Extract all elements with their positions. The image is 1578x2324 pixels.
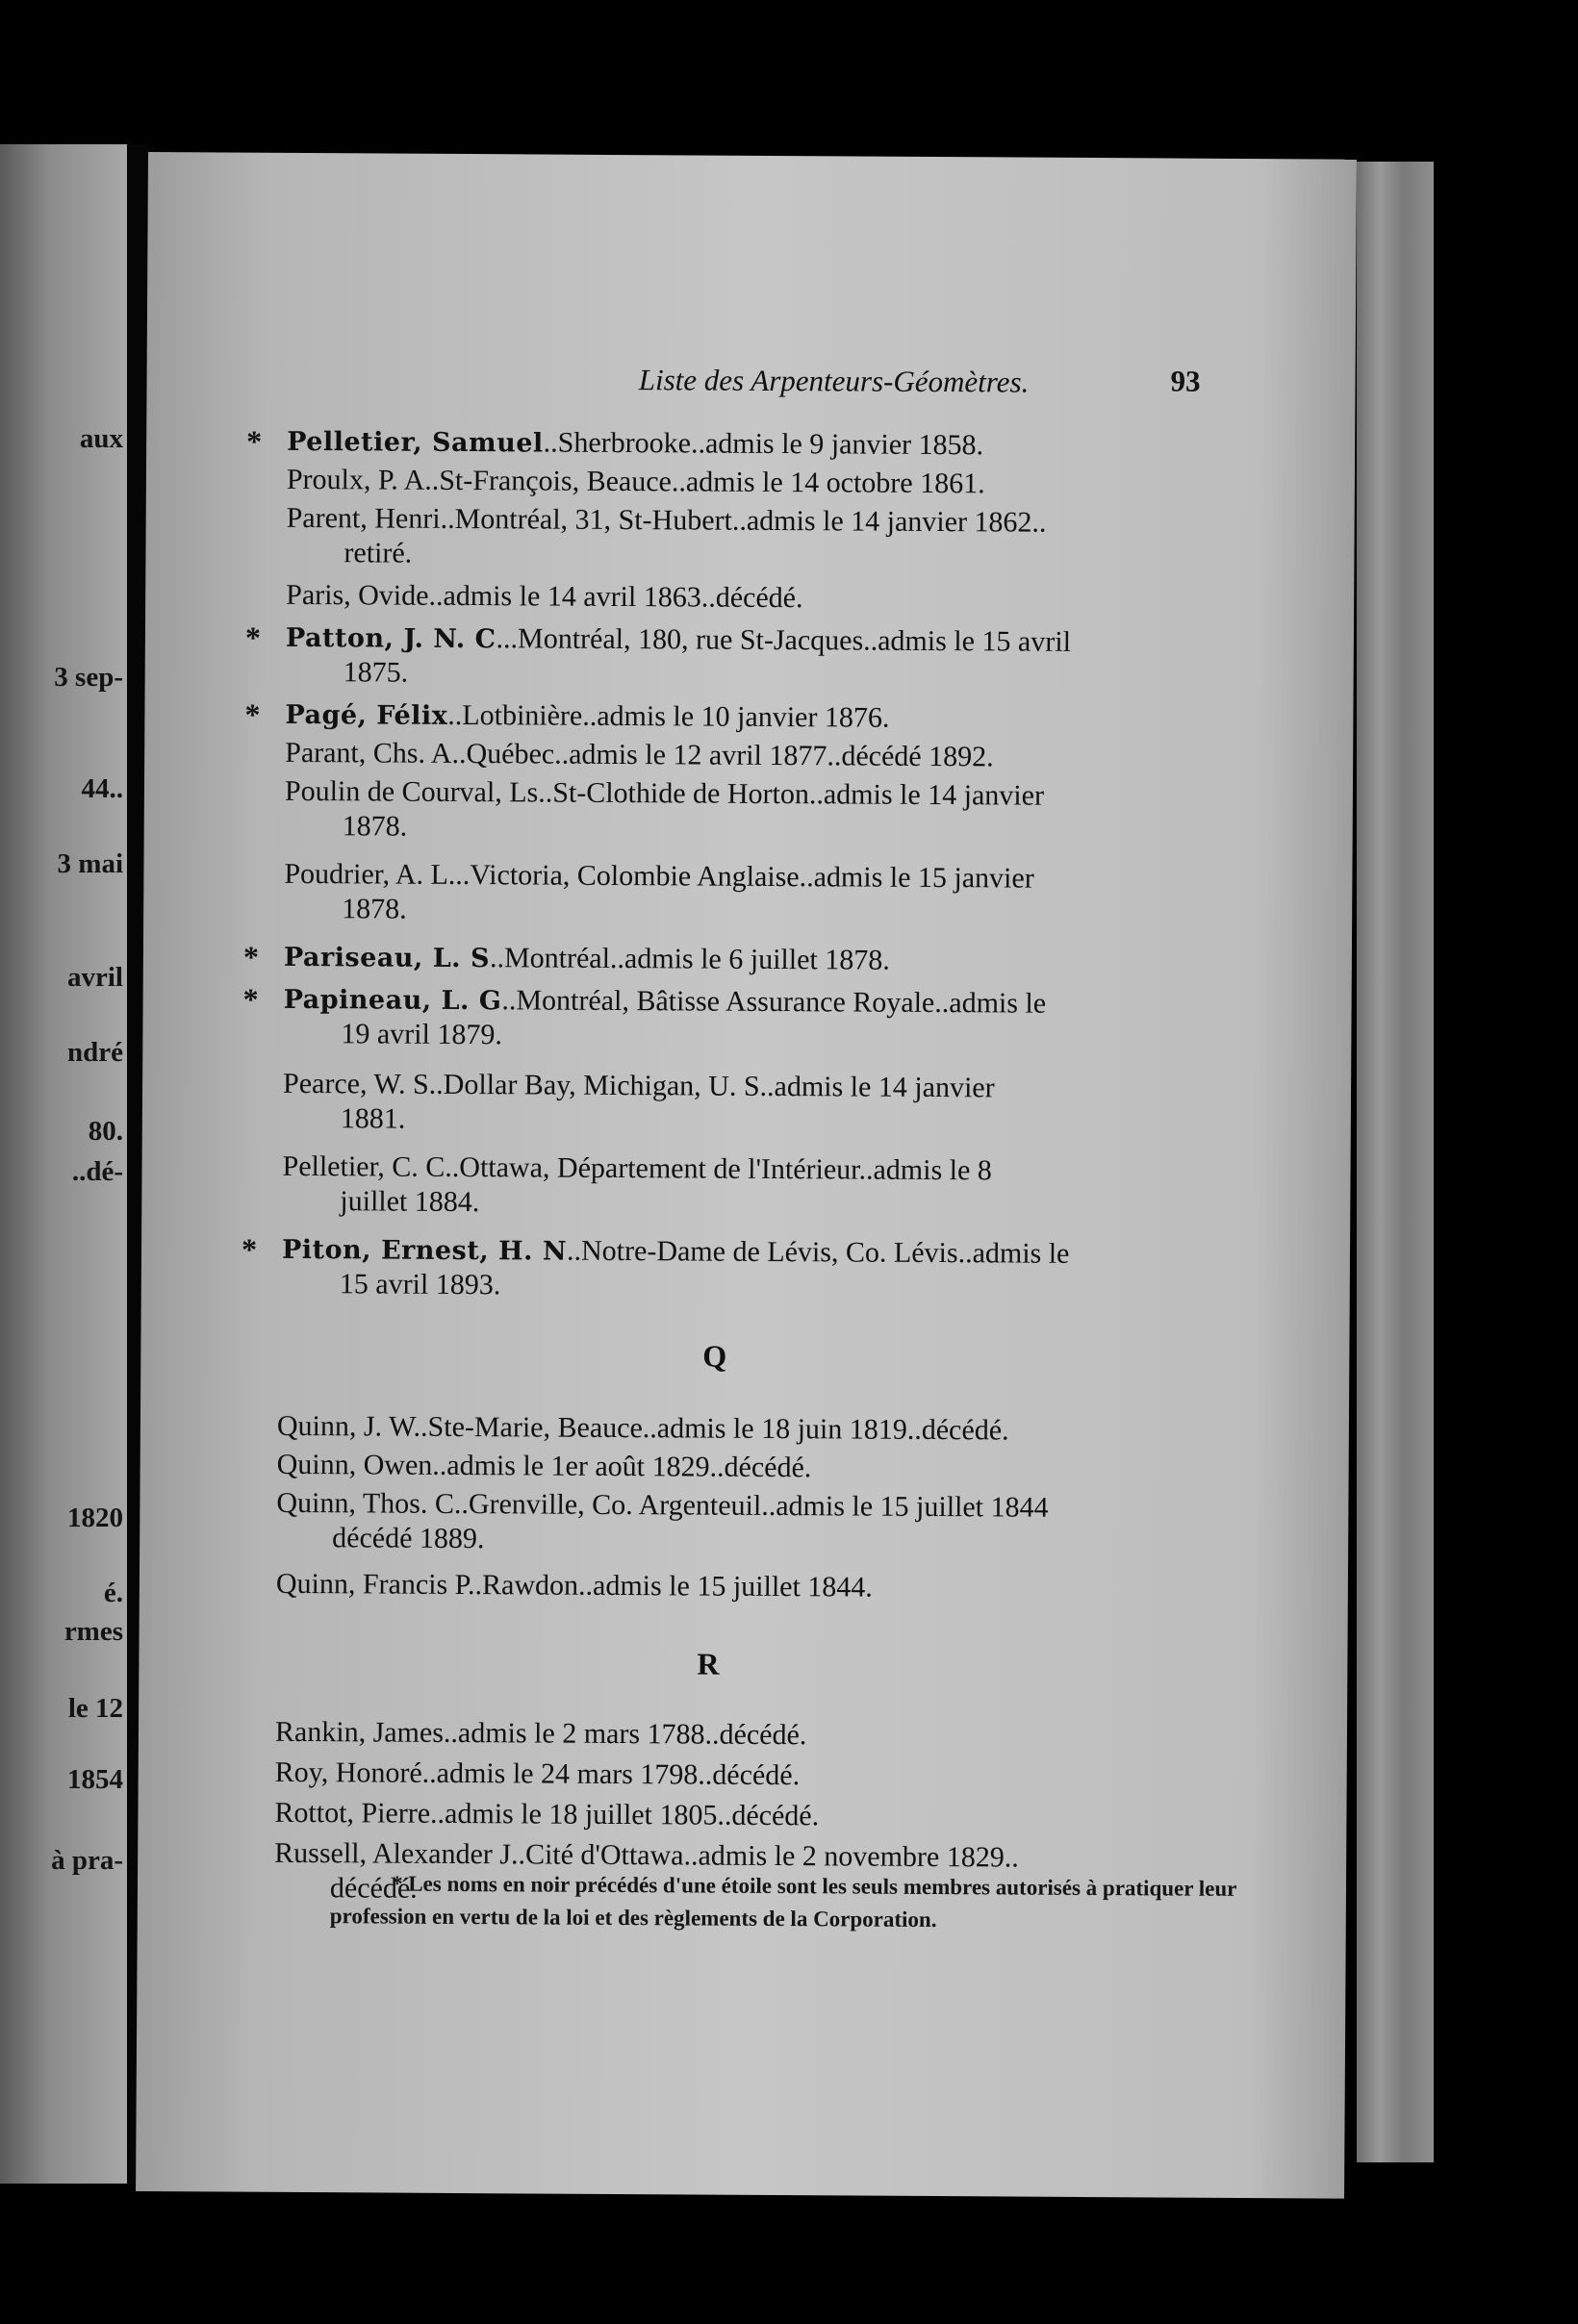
left-facing-page bbox=[0, 144, 127, 2184]
left-fragment: à pra- bbox=[51, 1845, 123, 1876]
left-fragment: 3 sep- bbox=[54, 662, 123, 693]
list-item bbox=[196, 1714, 1284, 1752]
page-number: 93 bbox=[1170, 364, 1201, 398]
list-item bbox=[198, 1447, 1285, 1484]
entry-continuation: retiré. bbox=[344, 537, 413, 569]
star-marker: * bbox=[242, 981, 259, 1017]
entry-name: Pelletier, Samuel bbox=[287, 426, 544, 459]
entry-text: Poulin de Courval, Ls..St-Clothide de Horton..admis le 14 janvier bbox=[284, 774, 1045, 812]
entry-name: Papineau, L. G bbox=[283, 984, 502, 1017]
entry-text: Roy, Honoré..admis le 24 mars 1798..décédé. bbox=[274, 1756, 801, 1792]
list-item bbox=[197, 1566, 1285, 1604]
main-page bbox=[136, 152, 1357, 2199]
star-marker: * bbox=[244, 619, 262, 655]
entry-continuation: juillet 1884. bbox=[340, 1185, 480, 1219]
left-fragment: avril bbox=[67, 962, 123, 993]
list-item bbox=[204, 423, 1291, 462]
entry-text: Pearce, W. S..Dollar Bay, Michigan, U. S..admis le 14 janvier bbox=[282, 1067, 995, 1104]
list-item bbox=[196, 1795, 1284, 1832]
left-fragment: 44.. bbox=[81, 773, 123, 804]
list-item bbox=[204, 462, 1291, 500]
entry-text: ..Sherbrooke..admis le 9 janvier 1858. bbox=[543, 426, 984, 462]
entry-continuation: 1875. bbox=[343, 656, 409, 689]
entry-text: ...Montréal, 180, rue St-Jacques..admis le 15 avril bbox=[496, 622, 1072, 658]
left-fragment: 1820 bbox=[67, 1503, 123, 1533]
entry-text: ..Lotbinière..admis le 10 janvier 1876. bbox=[447, 698, 890, 734]
page-edge-stack bbox=[1357, 162, 1434, 2162]
list-item bbox=[203, 577, 1290, 615]
entry-text: Paris, Ovide..admis le 14 avril 1863..décédé. bbox=[286, 578, 803, 615]
left-fragment: 3 mai bbox=[57, 848, 123, 879]
entry-name: Piton, Ernest, H. N bbox=[281, 1234, 568, 1267]
entry-continuation: 1878. bbox=[342, 893, 407, 925]
list-item bbox=[200, 1066, 1287, 1135]
list-item bbox=[202, 773, 1289, 843]
footnote: * Les noms en noir précédés d'une étoile sont les seuls membres autorisés à pratiquer leur profession en vertu de la loi et des règlements de la Corporation. bbox=[329, 1871, 1237, 1932]
list-item bbox=[203, 619, 1290, 689]
star-marker: * bbox=[246, 423, 263, 459]
entry-continuation: 1878. bbox=[342, 810, 408, 843]
entry-text: Quinn, Francis P..Rawdon..admis le 15 juillet 1844. bbox=[275, 1567, 873, 1604]
list-item bbox=[198, 1408, 1285, 1447]
entry-name: Pagé, Félix bbox=[285, 699, 448, 731]
entry-text: ..Notre-Dame de Lévis, Co. Lévis..admis le bbox=[566, 1234, 1070, 1270]
entry-continuation: décédé 1889. bbox=[332, 1522, 485, 1555]
entry-text: ..Montréal, Bâtisse Assurance Royale..admis le bbox=[501, 984, 1047, 1020]
star-marker: * bbox=[242, 939, 260, 974]
entry-text: Parant, Chs. A..Québec..admis le 12 avril 1877..décédé 1892. bbox=[285, 736, 994, 773]
list-item bbox=[196, 1755, 1284, 1792]
entry-text: Quinn, J. W..Ste-Marie, Beauce..admis le 18 juin 1819..décédé. bbox=[276, 1409, 1009, 1447]
list-item bbox=[202, 856, 1289, 925]
entry-continuation: 1881. bbox=[340, 1102, 406, 1135]
entry-text: Poudrier, A. L...Victoria, Colombie Anglaise..admis le 15 janvier bbox=[284, 857, 1034, 895]
left-fragment: ..dé- bbox=[71, 1156, 123, 1187]
entry-text: Quinn, Owen..admis le 1er août 1829..décédé. bbox=[276, 1448, 812, 1484]
left-fragment: aux bbox=[79, 423, 123, 454]
list-item bbox=[201, 981, 1288, 1051]
entry-continuation: 19 avril 1879. bbox=[341, 1018, 502, 1051]
entry-text: Parent, Henri..Montréal, 31, St-Hubert..admis le 14 janvier 1862.. bbox=[286, 501, 1047, 539]
entry-text: Rottot, Pierre..admis le 18 juillet 1805..décédé. bbox=[274, 1796, 820, 1832]
list-item bbox=[200, 1149, 1287, 1219]
left-fragment: é. bbox=[103, 1578, 123, 1608]
list-item bbox=[199, 1231, 1286, 1301]
list-item bbox=[198, 1485, 1285, 1555]
entry-name: Patton, J. N. C bbox=[285, 622, 496, 655]
left-page-text-fragments bbox=[0, 144, 127, 2184]
entry-continuation: 15 avril 1893. bbox=[339, 1268, 501, 1301]
entry-text: Russell, Alexander J..Cité d'Ottawa..admis le 2 novembre 1829.. bbox=[274, 1836, 1019, 1874]
left-fragment: rmes bbox=[64, 1616, 123, 1647]
star-marker: * bbox=[241, 1231, 258, 1267]
list-item bbox=[204, 500, 1291, 569]
entry-text: Quinn, Thos. C..Grenville, Co. Argenteuil..admis le 15 juillet 1844 bbox=[276, 1486, 1049, 1524]
left-fragment: ndré bbox=[67, 1037, 123, 1068]
left-fragment: le 12 bbox=[67, 1693, 123, 1724]
entry-text: Rankin, James..admis le 2 mars 1788..décédé. bbox=[274, 1715, 807, 1752]
section-letter-r: R bbox=[697, 1646, 720, 1681]
entry-text: ..Montréal..admis le 6 juillet 1878. bbox=[489, 942, 890, 976]
left-fragment: 1854 bbox=[67, 1764, 123, 1795]
entry-name: Pariseau, L. S bbox=[283, 942, 491, 974]
list-item bbox=[201, 939, 1288, 976]
section-letter-q: Q bbox=[702, 1338, 727, 1374]
entry-text: Pelletier, C. C..Ottawa, Département de l'Intérieur..admis le 8 bbox=[282, 1149, 992, 1187]
entry-text: Proulx, P. A..St-François, Beauce..admis le 14 octobre 1861. bbox=[286, 463, 985, 500]
list-item bbox=[203, 696, 1290, 734]
list-item bbox=[202, 735, 1289, 773]
running-head: Liste des Arpenteurs-Géomètres. bbox=[638, 363, 1030, 399]
star-marker: * bbox=[244, 696, 261, 732]
entry-continuation: décédé. bbox=[329, 1872, 418, 1905]
left-fragment: 80. bbox=[88, 1116, 123, 1147]
